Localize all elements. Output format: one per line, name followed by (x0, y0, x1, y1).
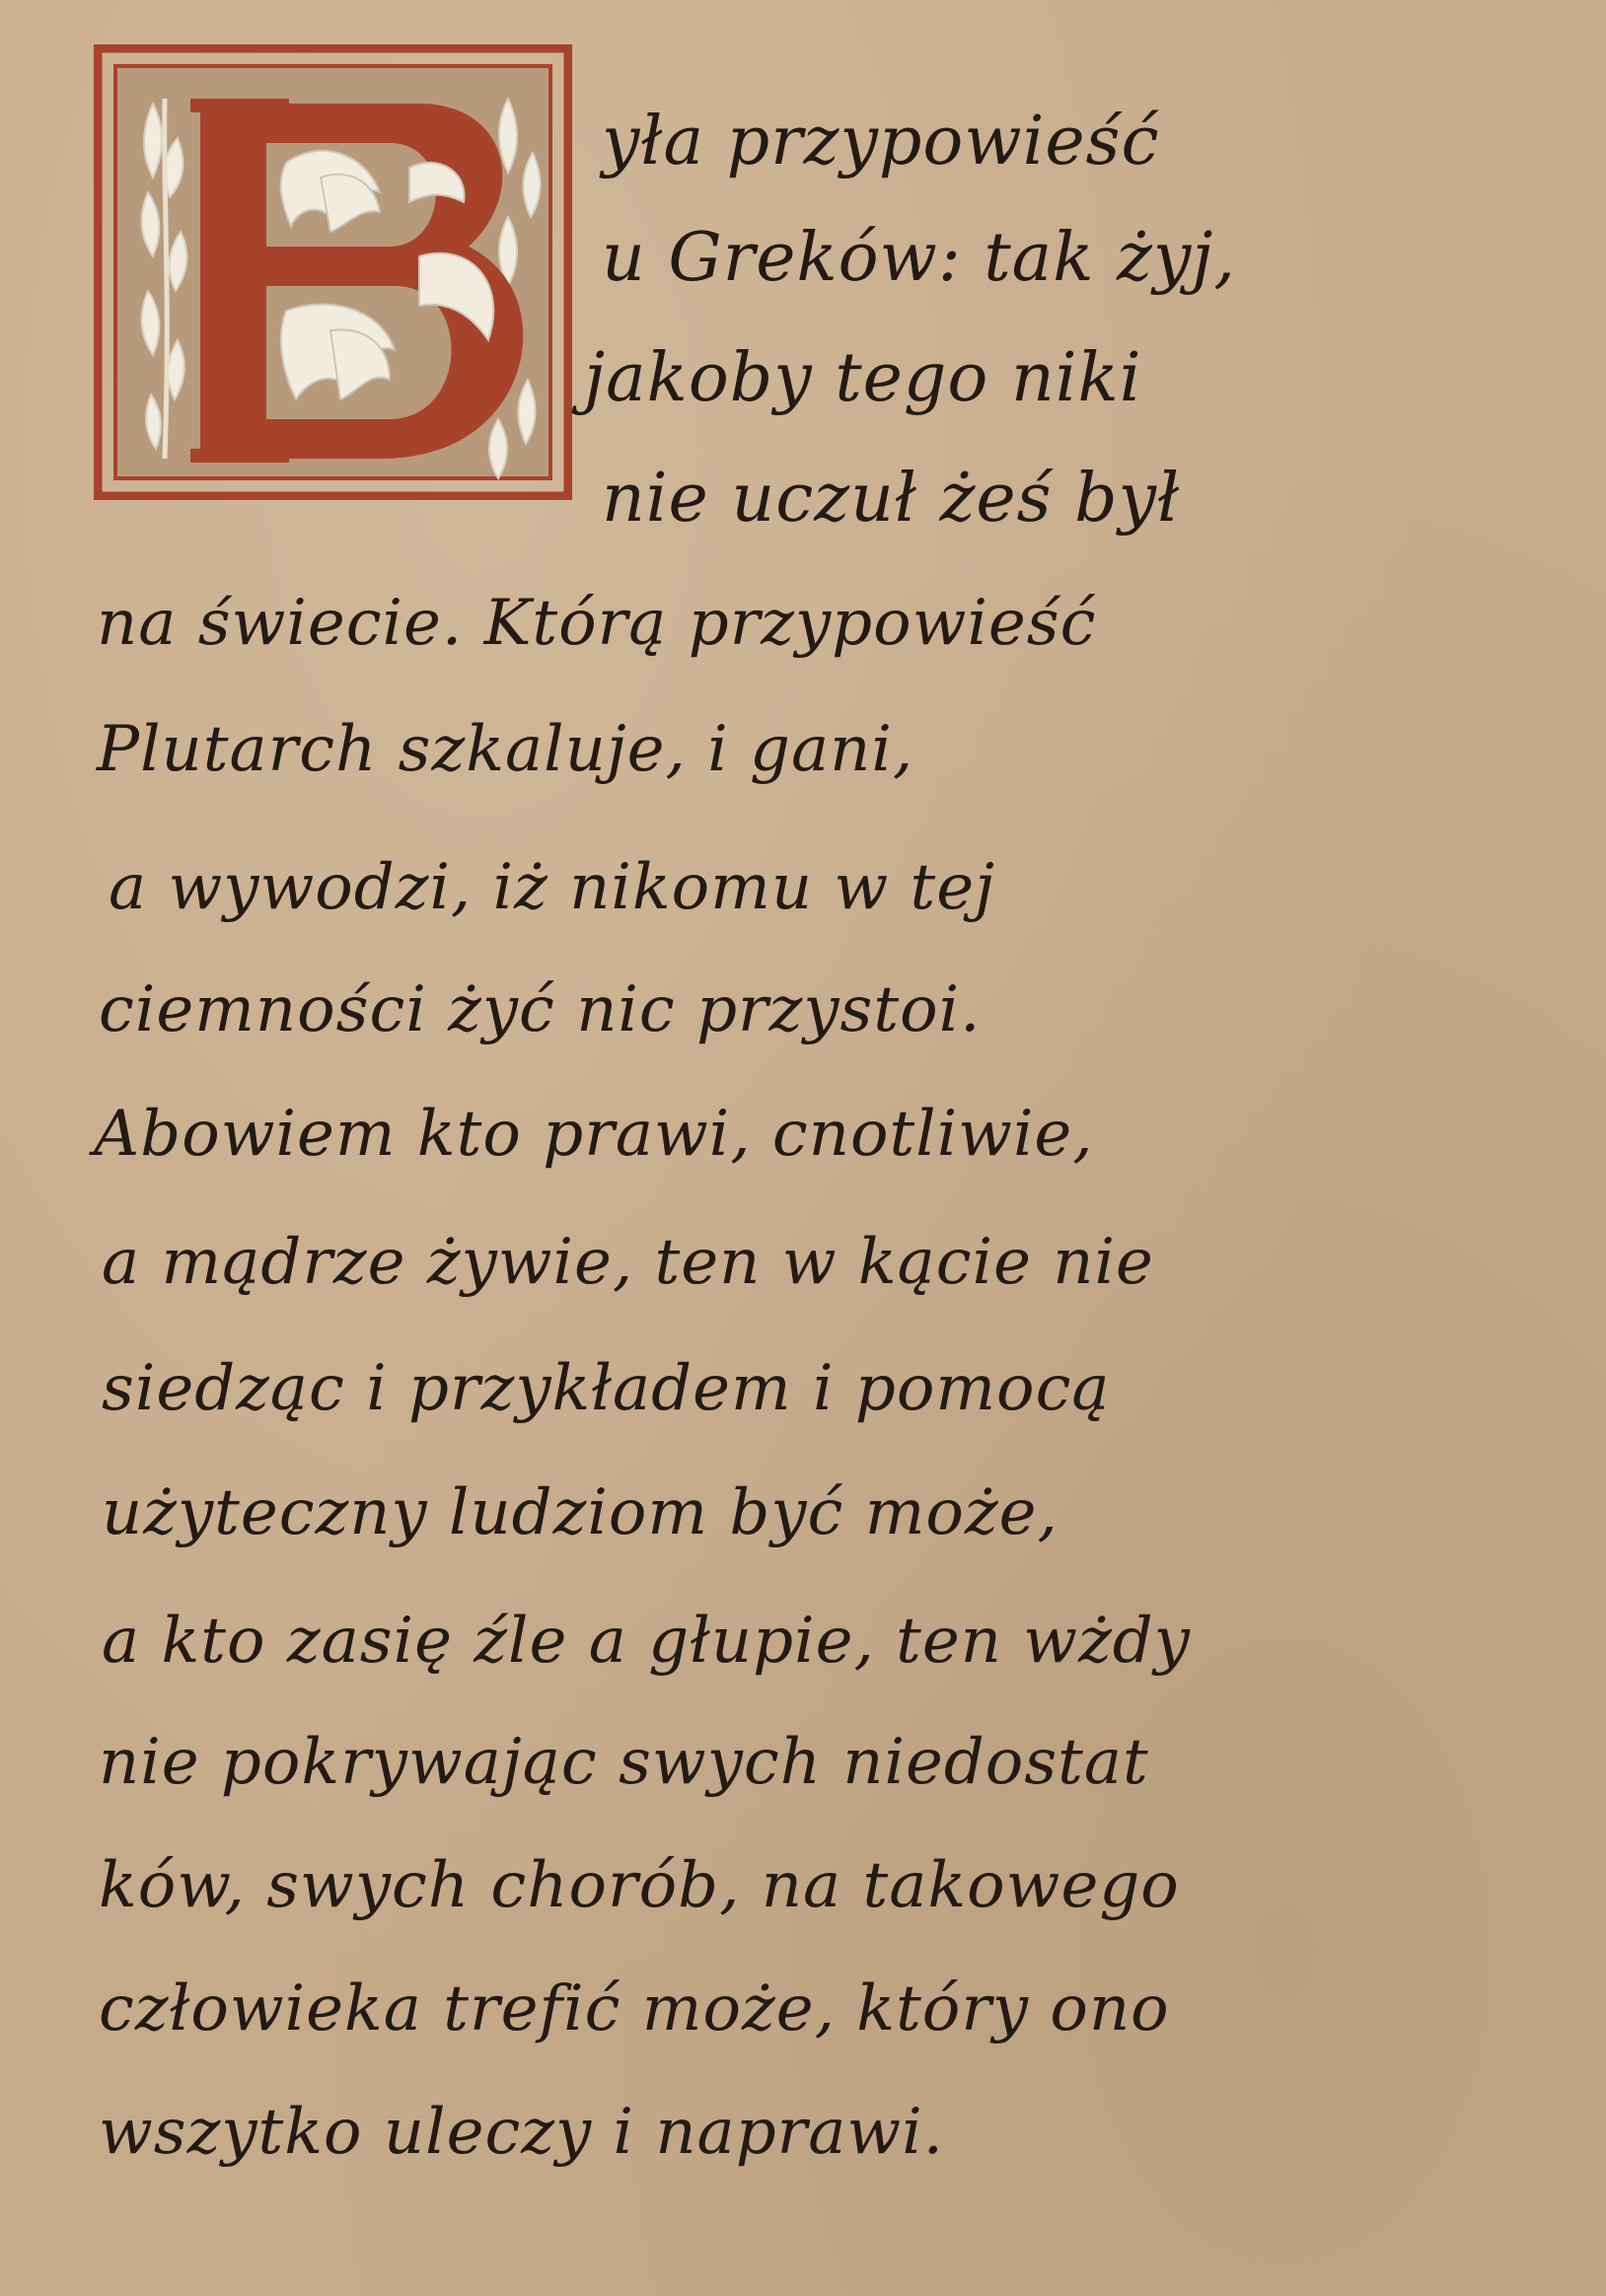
text-line-8: ciemności żyć nic przystoi. (99, 973, 982, 1046)
illuminated-capital-b-icon (94, 44, 572, 500)
text-line-4: nie uczuł żeś był (602, 460, 1181, 538)
illuminated-initial (94, 44, 572, 500)
text-line-1: yła przypowieść (602, 103, 1160, 180)
text-line-15: ków, swych chorób, na takowego (99, 1849, 1180, 1922)
text-line-7: a wywodzi, iż nikomu w tej (109, 851, 995, 924)
text-line-12: użyteczny ludziom być może, (102, 1476, 1058, 1549)
text-line-17: wszytko uleczy i naprawi. (99, 2096, 944, 2169)
text-line-16: człowieka trefić może, który ono (99, 1973, 1170, 2045)
text-line-10: a mądrze żywie, ten w kącie nie (102, 1226, 1154, 1299)
text-line-11: siedząc i przykładem i pomocą (102, 1352, 1111, 1425)
text-line-5: na świecie. Którą przypowieść (97, 587, 1097, 660)
text-line-9: Abowiem kto prawi, cnotliwie, (94, 1098, 1094, 1171)
text-line-6: Plutarch szkaluje, i gani, (97, 713, 914, 786)
text-line-2: u Greków: tak żyj, (602, 219, 1236, 297)
text-line-14: nie pokrywając swych niedostat (99, 1726, 1149, 1799)
text-line-13: a kto zasię źle a głupie, ten wżdy (102, 1605, 1191, 1678)
text-line-3: jakoby tego niki (584, 339, 1142, 417)
